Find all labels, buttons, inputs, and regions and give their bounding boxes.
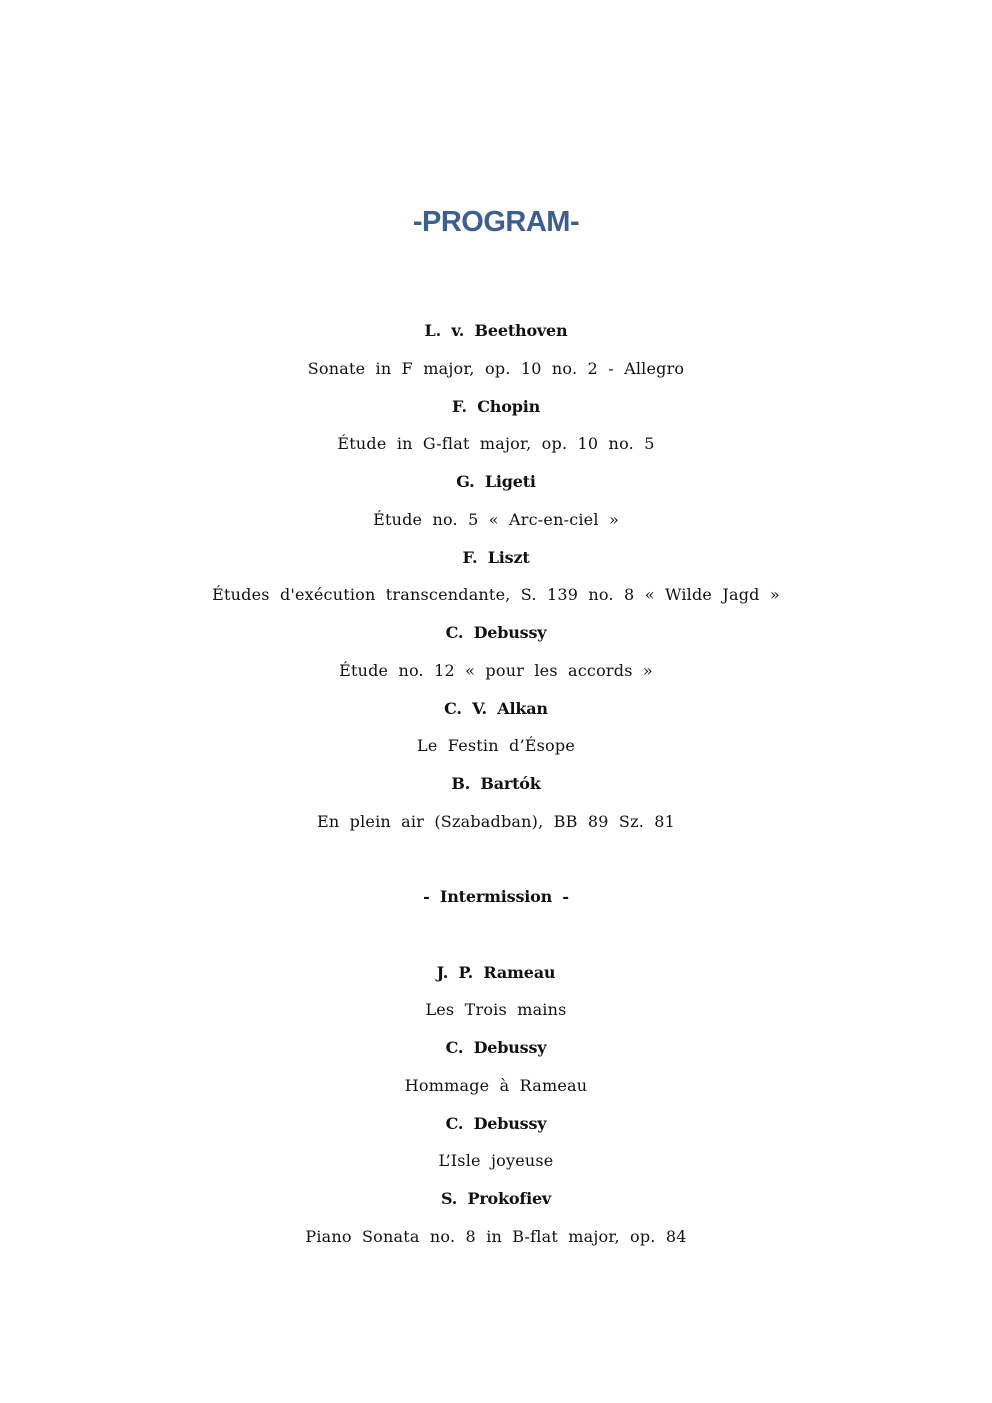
piece-debussy-hommage: Hommage à Rameau (404, 1076, 588, 1095)
piece-bartok-plein-air: En plein air (Szabadban), BB 89 Sz. 81 (316, 812, 676, 831)
composer-prokofiev: S. Prokofiev (440, 1189, 552, 1208)
piece-beethoven-sonata: Sonate in F major, op. 10 no. 2 - Allegro (307, 359, 685, 378)
composer-alkan: C. V. Alkan (444, 699, 548, 718)
intermission-label: - Intermission - (423, 887, 569, 906)
piece-prokofiev-sonata: Piano Sonata no. 8 in B-flat major, op. 84 (305, 1227, 687, 1246)
composer-ligeti: G. Ligeti (456, 472, 536, 491)
composer-bartok: B. Bartók (451, 774, 541, 793)
composer-debussy-2: C. Debussy (445, 1038, 547, 1057)
piece-liszt-etude: Études d'exécution transcendante, S. 139 no. 8 « Wilde Jagd » (212, 585, 780, 604)
piece-debussy-etude: Étude no. 12 « pour les accords » (339, 661, 653, 680)
piece-chopin-etude: Étude in G-flat major, op. 10 no. 5 (337, 434, 655, 453)
composer-rameau: J. P. Rameau (436, 963, 556, 982)
composer-chopin: F. Chopin (451, 397, 541, 416)
piece-rameau-trois-mains: Les Trois mains (425, 1000, 567, 1019)
composer-liszt: F. Liszt (462, 548, 530, 567)
piece-alkan-festin: Le Festin d’Ésope (417, 736, 575, 755)
page-title: -PROGRAM- (412, 206, 580, 238)
piece-debussy-isle: L’Isle joyeuse (438, 1151, 554, 1170)
composer-beethoven: L. v. Beethoven (424, 321, 568, 340)
piece-ligeti-etude: Étude no. 5 « Arc-en-ciel » (373, 510, 619, 529)
composer-debussy-3: C. Debussy (445, 1114, 547, 1133)
composer-debussy-1: C. Debussy (445, 623, 547, 642)
